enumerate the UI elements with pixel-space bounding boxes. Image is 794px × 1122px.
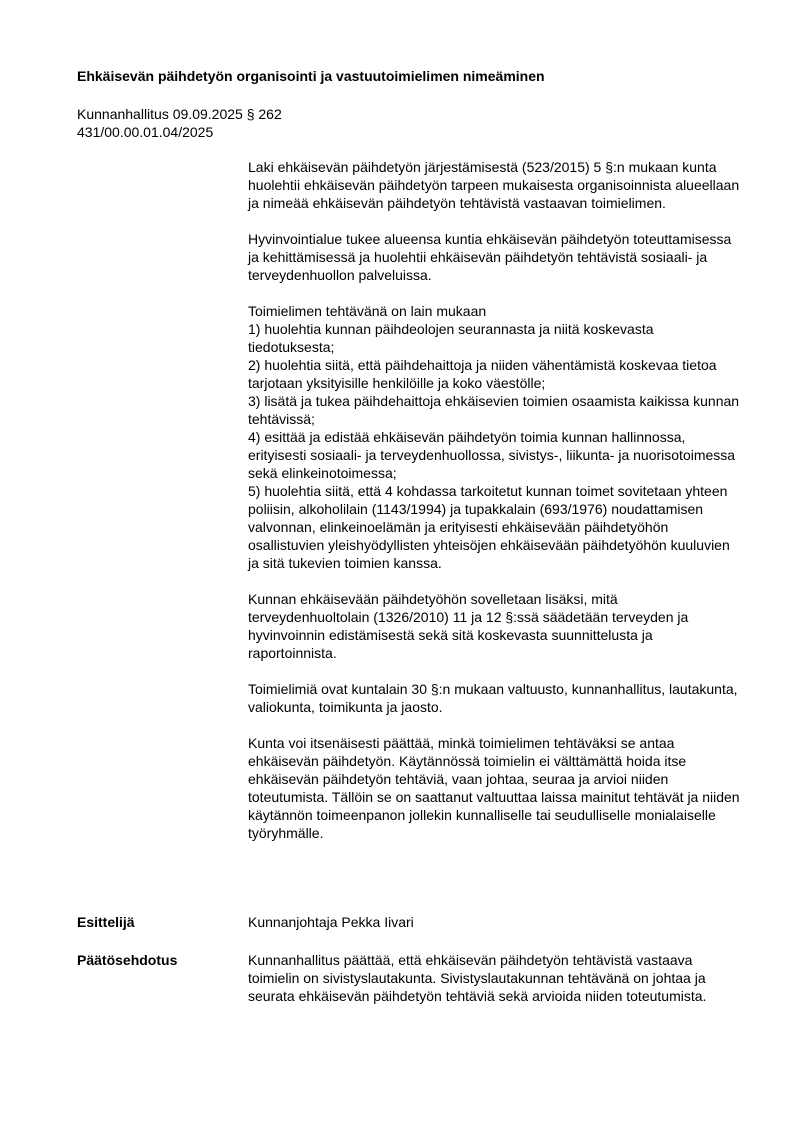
meeting-meta [77,105,477,141]
paragraph-text: Laki ehkäisevän päihdetyön järjestämisestä (523/2015) 5 §:n mukaan kunta huolehtii ehkäisevän päihdetyön tarpeen mukaisesta organisoinnista alueellaan ja nimeää ehkäisevän päihdetyön tehtävistä vastaavan toimielimen. [248,159,740,211]
document-body [248,158,740,860]
presenter-value: Kunnanjohtaja Pekka Iivari [248,914,414,930]
proposal-label: Päätösehdotus [77,952,178,968]
paragraph-text: Hyvinvointialue tukee alueensa kuntia ehkäisevän päihdetyön toteuttamisessa ja kehittämisessä ja huolehtii ehkäisevän päihdetyön tehtävistä sosiaali- ja terveydenhuollon palveluissa. [248,231,732,283]
paragraph-health-care-act [248,590,740,662]
duty-item: 3) lisätä ja tukea päihdehaittoja ehkäisevien toimien osaamista kaikissa kunnan tehtävissä; [248,393,740,427]
paragraph-municipality-decision [248,734,740,842]
duty-item: 4) esittää ja edistää ehkäisevän päihdetyön toimia kunnan hallinnossa, erityisesti sosiaali- ja terveydenhuollossa, sivistys-, liikunta- ja nuorisotoimessa sekä elinkeinotoimessa; [248,429,736,481]
paragraph-text: Kunta voi itsenäisesti päättää, minkä toimielimen tehtäväksi se antaa ehkäisevän päihdetyön. Käytännössä toimielin ei välttämättä hoida itse ehkäisevän päihdetyön tehtäviä, vaan johtaa, seuraa ja arvioi niiden toteutumista. Tällöin se on saattanut valtuuttaa laissa mainitut tehtävät ja niiden käytännön toimeenpanon jollekin kunnalliselle tai seudulliselle monialaiselle työryhmälle. [248,735,740,841]
proposal-value: Kunnanhallitus päättää, että ehkäisevän päihdetyön tehtävistä vastaava toimielin on sivistyslautakunta. Sivistyslautakunnan tehtävänä on johtaa ja seurata ehkäisevän päihdetyön tehtäviä sekä arvioida niiden toteutumista. [248,952,707,1004]
paragraph-text: Kunnan ehkäisevään päihdetyöhön sovelletaan lisäksi, mitä terveydenhuoltolain (1326/2010) 11 ja 12 §:ssä säädetään terveyden ja hyvinvoinnin edistämisestä sekä sitä koskevasta suunnittelusta ja raportoinnista. [248,591,689,661]
meeting-reference: Kunnanhallitus 09.09.2025 § 262 [77,106,282,122]
paragraph-welfare-area [248,230,740,284]
presenter-label: Esittelijä [77,914,135,930]
paragraph-text: Toimielimiä ovat kuntalain 30 §:n mukaan valtuusto, kunnanhallitus, lautakunta, valiokunta, toimikunta ja jaosto. [248,681,738,715]
duties-section [248,302,740,572]
duty-item: 2) huolehtia siitä, että päihdehaittoja ja niiden vähentämistä koskevaa tietoa tarjotaan yksityisille henkilöille ja koko väestölle; [248,357,717,391]
duty-item: 5) huolehtia siitä, että 4 kohdassa tarkoitetut kunnan toimet sovitetaan yhteen poliisin, alkoholilain (1143/1994) ja tupakkalain (693/1976) noudattamisen valvonnan, elinkeinoelämän ja erityisesti ehkäisevään päihdetyöhön osallistuvien yleishyödyllisten yhteisöjen ehkäisevään päihdetyöhön kuuluvien ja sitä tukevien toimien kanssa. [248,483,730,571]
paragraph-law-reference [248,158,740,212]
duties-intro: Toimielimen tehtävänä on lain mukaan [248,303,487,319]
duty-item: 1) huolehtia kunnan päihdeolojen seurannasta ja niitä koskevasta tiedotuksesta; [248,321,654,355]
paragraph-bodies [248,680,740,716]
record-id: 431/00.00.01.04/2025 [77,124,214,140]
document-title: Ehkäisevän päihdetyön organisointi ja vastuutoimielimen nimeäminen [77,68,545,84]
